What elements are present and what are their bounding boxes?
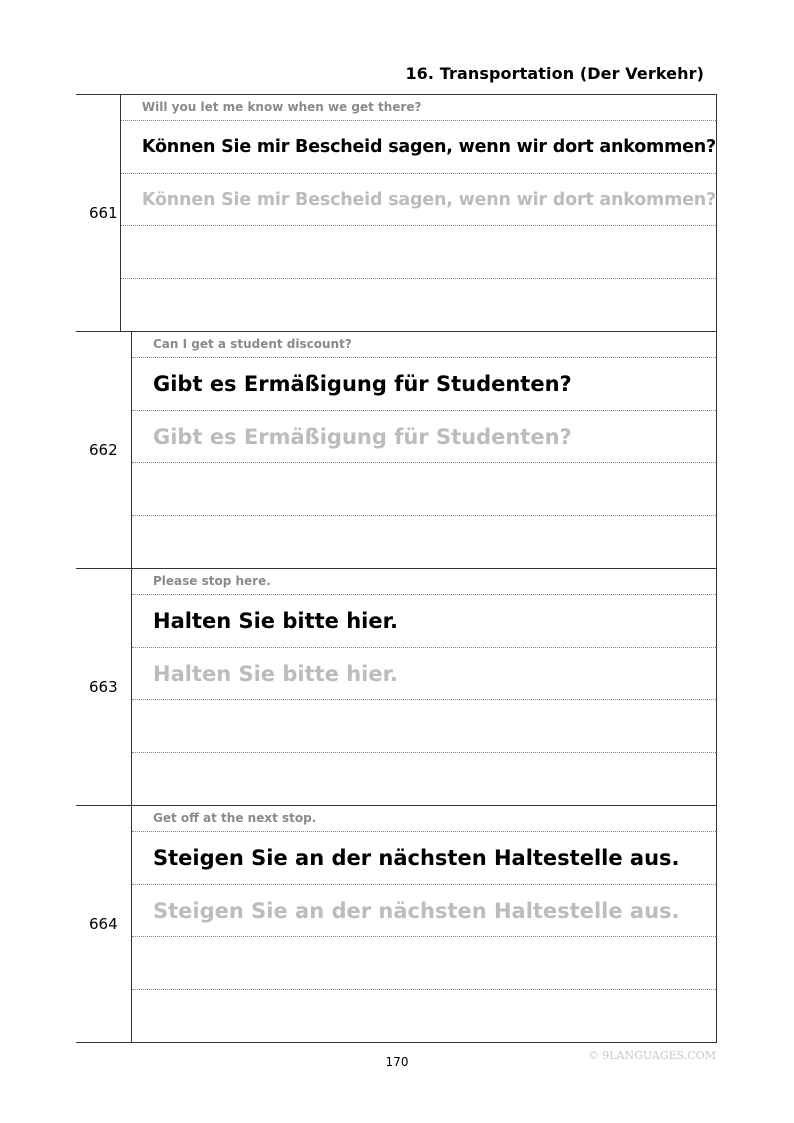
trace-sentence: Können Sie mir Bescheid sagen, wenn wir dort ankommen? — [141, 189, 716, 210]
entry-663 — [76, 569, 716, 806]
entry-number: 664 — [76, 806, 132, 1042]
german-sentence-line — [132, 358, 716, 411]
trace-line — [132, 411, 716, 464]
trace-sentence: Halten Sie bitte hier. — [153, 661, 398, 686]
german-sentence: Gibt es Ermäßigung für Studenten? — [153, 371, 572, 396]
english-hint: Will you let me know when we get there? — [121, 95, 716, 121]
english-hint: Can I get a student discount? — [132, 332, 716, 358]
blank-writing-line — [121, 226, 716, 279]
entry-number: 661 — [76, 95, 121, 331]
blank-writing-line — [132, 990, 716, 1042]
english-hint: Get off at the next stop. — [132, 806, 716, 832]
trace-line — [132, 885, 716, 938]
english-hint: Please stop here. — [132, 569, 716, 595]
german-sentence-line — [121, 121, 716, 174]
practice-table — [76, 94, 717, 1043]
blank-writing-line — [132, 463, 716, 516]
blank-writing-line — [121, 279, 716, 331]
practice-lines — [132, 569, 716, 805]
practice-lines — [121, 95, 716, 331]
entry-662 — [76, 332, 716, 569]
page-number: 170 — [385, 1055, 409, 1069]
practice-lines — [132, 332, 716, 568]
blank-writing-line — [132, 700, 716, 753]
entry-number: 662 — [76, 332, 132, 568]
entry-661 — [76, 95, 716, 332]
trace-sentence: Steigen Sie an der nächsten Haltestelle aus. — [153, 898, 680, 923]
practice-lines — [132, 806, 716, 1042]
entry-664 — [76, 806, 716, 1043]
german-sentence-line — [132, 832, 716, 885]
copyright-notice: © 9LANGUAGES.COM — [587, 1049, 716, 1062]
german-sentence: Können Sie mir Bescheid sagen, wenn wir dort ankommen? — [141, 136, 716, 157]
german-sentence: Steigen Sie an der nächsten Haltestelle aus. — [153, 845, 680, 870]
blank-writing-line — [132, 516, 716, 568]
section-title: 16. Transportation (Der Verkehr) — [405, 64, 704, 83]
trace-sentence: Gibt es Ermäßigung für Studenten? — [153, 424, 572, 449]
entry-number: 663 — [76, 569, 132, 805]
blank-writing-line — [132, 937, 716, 990]
german-sentence-line — [132, 595, 716, 648]
trace-line — [132, 648, 716, 701]
trace-line — [121, 174, 716, 227]
blank-writing-line — [132, 753, 716, 805]
german-sentence: Halten Sie bitte hier. — [153, 608, 398, 633]
